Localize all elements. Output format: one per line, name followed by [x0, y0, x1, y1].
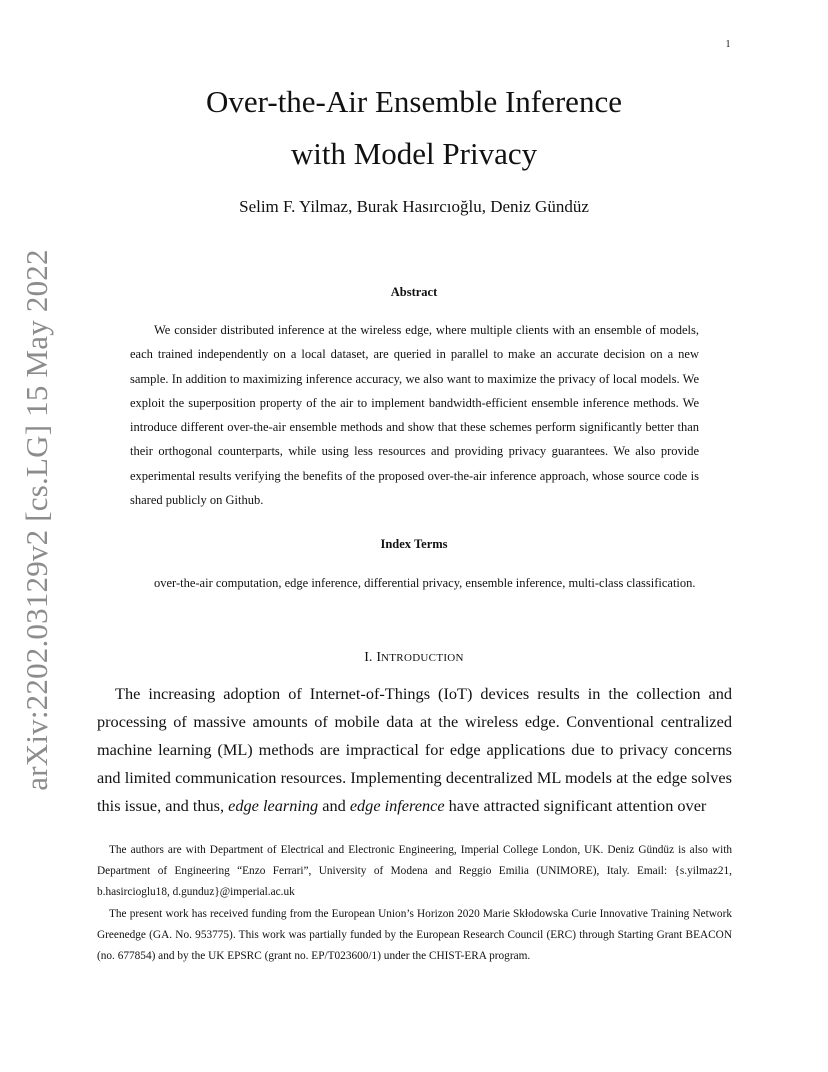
- section-title-initial: I: [376, 650, 382, 665]
- arxiv-identifier: arXiv:2202.03129v2 [cs.LG] 15 May 2022: [19, 249, 54, 791]
- title-line-2: with Model Privacy: [290, 136, 538, 171]
- footnote-funding: The present work has received funding from the European Union’s Horizon 2020 Marie Skłodowska Curie Innovative Training Network Greenedge (GA. No. 953775). This work was partially funded by the European Research Council (ERC) through Starting Grant BEACON (no. 677854) and by the UK EPSRC (grant no. EP/T023600/1) under the CHIST-ERA program.: [97, 908, 732, 962]
- title-line-1: Over-the-Air Ensemble Inference: [206, 84, 622, 119]
- section-number: I.: [364, 650, 373, 665]
- paper-title: [0, 76, 828, 180]
- introduction-paragraph: [97, 680, 732, 820]
- introduction-heading: [0, 650, 828, 666]
- index-terms-text: over-the-air computation, edge inference, differential privacy, ensemble inference, multi-class classification.: [154, 576, 696, 590]
- intro-emphasis-edge-inference: edge inference: [349, 796, 445, 815]
- index-terms-heading: Index Terms: [380, 537, 448, 551]
- author-list: Selim F. Yilmaz, Burak Hasırcıoğlu, Deniz Gündüz: [239, 197, 589, 216]
- abstract-text: We consider distributed inference at the wireless edge, where multiple clients with an ensemble of models, each trained independently on a local dataset, are queried in parallel to make an accurate decision on a new sample. In addition to maximizing inference accuracy, we also want to maximize the privacy of local models. We exploit the superposition property of the air to implement bandwidth-efficient ensemble inference methods. We introduce different over-the-air ensemble methods and show that these schemes perform significantly better than their orthogonal counterparts, while using less resources and providing privacy guarantees. We also provide experimental results verifying the benefits of the proposed over-the-air inference approach, whose source code is shared publicly on Github.: [130, 323, 699, 508]
- abstract-heading: Abstract: [390, 285, 438, 299]
- section-title-rest: NTRODUCTION: [381, 652, 464, 664]
- page-number: 1: [725, 39, 731, 50]
- intro-emphasis-edge-learning: edge learning: [228, 796, 319, 815]
- intro-text-part-2: and: [318, 796, 350, 815]
- intro-text-part-3: have attracted significant attention over: [444, 796, 707, 815]
- footnote-affiliations: The authors are with Department of Electrical and Electronic Engineering, Imperial College London, UK. Deniz Gündüz is also with Department of Engineering “Enzo Ferrari”, University of Modena and Reggio Emilia (UNIMORE), Italy. Email: {s.yilmaz21, b.hasircioglu18, d.gunduz}@imperial.ac.uk: [97, 844, 732, 898]
- intro-text-part-1: The increasing adoption of Internet-of-Things (IoT) devices results in the collection and processing of massive amounts of mobile data at the wireless edge. Conventional centralized machine learning (ML) methods are impractical for edge applications due to privacy concerns and limited communication resources. Implementing decentralized ML models at the edge solves this issue, and thus,: [97, 684, 732, 815]
